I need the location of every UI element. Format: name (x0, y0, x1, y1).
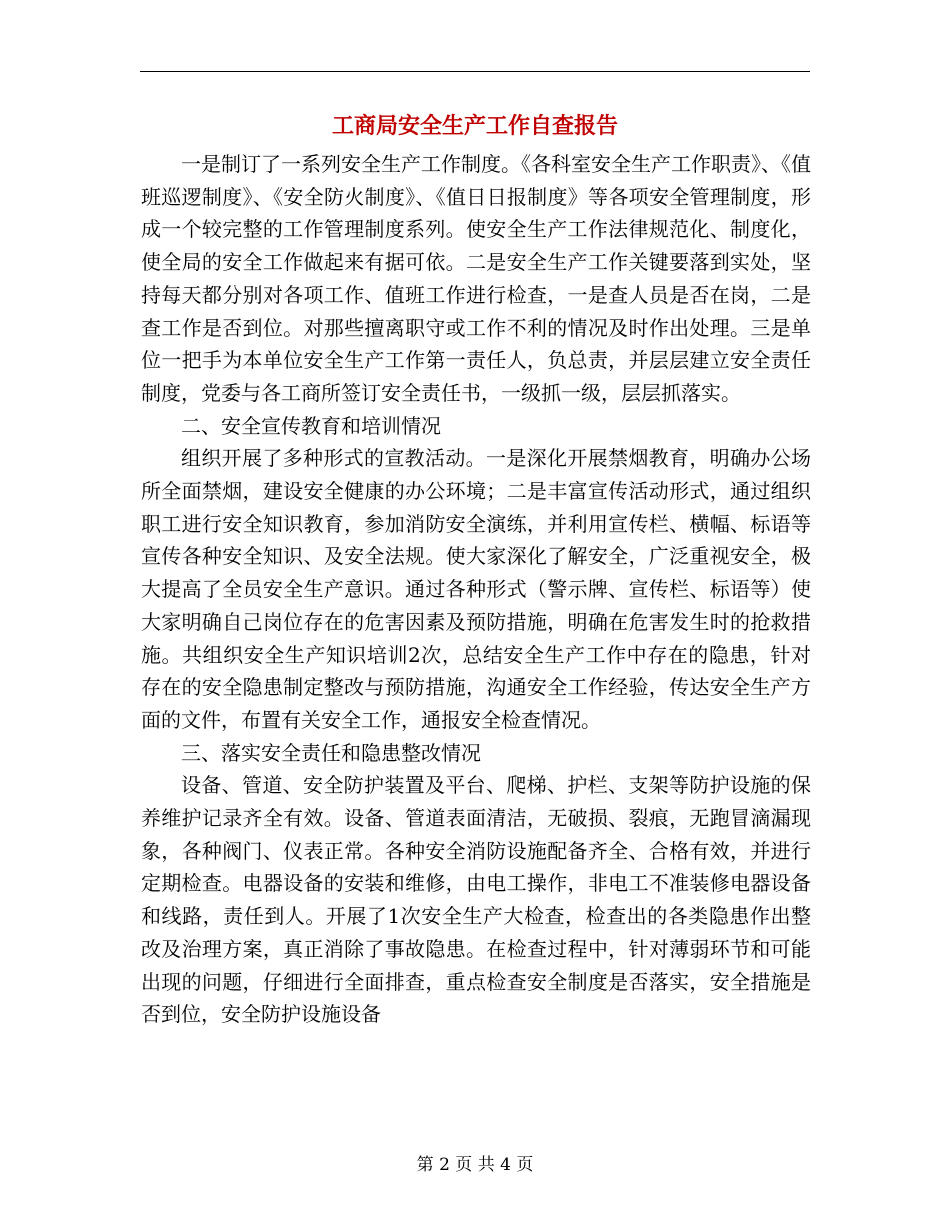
document-title: 工商局安全生产工作自查报告 (331, 113, 618, 139)
paragraph-education: 组织开展了多种形式的宣教活动。一是深化开展禁烟教育，明确办公场所全面禁烟，建设安全健康的办公环境；二是丰富宣传活动形式，通过组织职工进行安全知识教育，参加消防安全演练，并利用宣传栏、横幅、标语等宣传各种安全知识、及安全法规。使大家深化了解安全，广泛重视安全，极大提高了全员安全生产意识。通过各种形式（警示牌、宣传栏、标语等）使大家明确自己岗位存在的危害因素及预防措施，明确在危害发生时的抢救措施。共组织安全生产知识培训2次，总结安全生产工作中存在的隐患，针对存在的安全隐患制定整改与预防措施，沟通安全工作经验，传达安全生产方面的文件，布置有关安全工作，通报安全检查情况。 (141, 446, 811, 732)
header-rule (140, 71, 810, 72)
page-number-footer: 第 2 页 共 4 页 (416, 1155, 534, 1175)
section-heading-responsibility: 三、落实安全责任和隐患整改情况 (181, 740, 481, 765)
paragraph-responsibility: 设备、管道、安全防护装置及平台、爬梯、护栏、支架等防护设施的保养维护记录齐全有效。设备、管道表面清洁，无破损、裂痕，无跑冒滴漏现象，各种阀门、仪表正常。各种安全消防设施配备齐全、合格有效，并进行定期检查。电器设备的安装和维修，由电工操作，非电工不准装修电器设备和线路，责任到人。开展了1次安全生产大检查，检查出的各类隐患作出整改及治理方案，真正消除了事故隐患。在检查过程中，针对薄弱环节和可能出现的问题，仔细进行全面排查，重点检查安全制度是否落实，安全措施是否到位，安全防护设施设备 (141, 773, 811, 1027)
section-heading-education: 二、安全宣传教育和培训情况 (181, 413, 441, 438)
paragraph-safety-system: 一是制订了一系列安全生产工作制度。《各科室安全生产工作职责》、《值班巡逻制度》、《安全防火制度》、《值日日报制度》等各项安全管理制度，形成一个较完整的工作管理制度系列。使安全生产工作法律规范化、制度化，使全局的安全工作做起来有据可依。二是安全生产工作关键要落到实处，坚持每天都分别对各项工作、值班工作进行检查，一是查人员是否在岗，二是查工作是否到位。对那些擅离职守或工作不利的情况及时作出处理。三是单位一把手为本单位安全生产工作第一责任人，负总责，并层层建立安全责任制度，党委与各工商所签订安全责任书，一级抓一级，层层抓落实。 (141, 152, 811, 405)
document-body (141, 148, 811, 1031)
